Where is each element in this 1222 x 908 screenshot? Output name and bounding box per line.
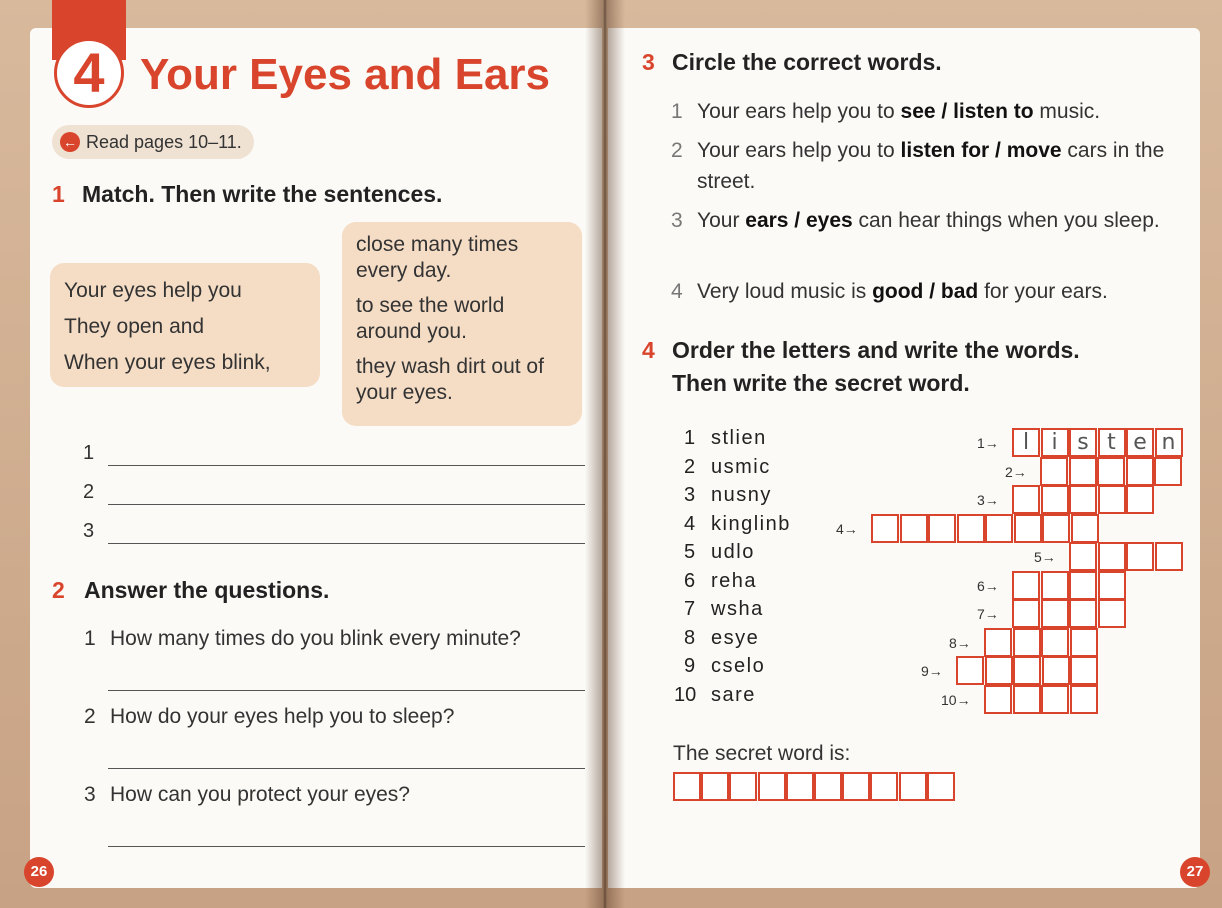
scrambled-word: kinglinb [711, 512, 791, 535]
sentence-ending: close many times every day. [356, 233, 519, 282]
scrambled-word: nusny [711, 484, 772, 506]
crossword-cell[interactable] [1070, 685, 1098, 714]
scrambled-word: udlo [711, 541, 755, 563]
question-number: 1 [84, 627, 96, 650]
scrambled-word: esye [711, 626, 760, 649]
circle-item [671, 205, 1167, 236]
read-pages-text: Read pages 10–11. [86, 131, 242, 152]
item-text: for your ears. [978, 280, 1108, 303]
sentence-ending: to see the world around you. [356, 294, 505, 343]
item-text: cars in the street. [697, 139, 1165, 193]
clue-number: 1→ [977, 435, 999, 451]
crossword-cell[interactable]: e [1126, 428, 1154, 457]
answer-line-number: 2 [83, 481, 95, 503]
crossword-cell[interactable] [1098, 599, 1126, 628]
answer-line[interactable] [108, 690, 585, 691]
scrambled-number: 9 [684, 655, 696, 677]
secret-word-cell[interactable] [701, 772, 729, 801]
crossword-cell[interactable] [1097, 457, 1125, 486]
crossword-cell[interactable] [1098, 571, 1126, 600]
answer-line[interactable] [108, 465, 585, 466]
crossword-cell[interactable] [984, 628, 1012, 657]
exercise-4-number: 4 [642, 337, 655, 363]
item-text: music. [1033, 100, 1101, 123]
crossword-cell[interactable] [1071, 514, 1099, 543]
answer-line[interactable] [108, 846, 585, 847]
crossword-cell[interactable] [1040, 457, 1068, 486]
scrambled-number: 10 [674, 683, 697, 706]
item-text: Very loud music is [697, 280, 873, 303]
exercise-3-number: 3 [642, 49, 655, 75]
word-choices[interactable]: listen for / move [900, 139, 1062, 162]
item-text: can hear things when you sleep. [852, 209, 1160, 232]
word-choices[interactable]: ears / eyes [745, 209, 853, 232]
crossword-cell[interactable] [1013, 656, 1041, 685]
crossword-cell[interactable] [957, 514, 985, 543]
crossword-cell[interactable] [1042, 656, 1070, 685]
crossword-cell[interactable]: i [1041, 428, 1069, 457]
crossword-cell[interactable] [984, 685, 1012, 714]
crossword-cell[interactable] [1069, 542, 1097, 571]
crossword-cell[interactable] [900, 514, 928, 543]
crossword-cell[interactable] [1012, 571, 1040, 600]
crossword-cell[interactable] [1126, 485, 1154, 514]
clue-number: 3→ [977, 492, 999, 508]
circle-item [671, 135, 1167, 197]
clue-number: 2→ [1005, 463, 1027, 480]
crossword-cell[interactable] [1012, 599, 1040, 628]
crossword-cell[interactable] [1069, 485, 1097, 514]
crossword-cell[interactable] [1014, 514, 1042, 543]
page-number-right: 27 [1180, 857, 1210, 887]
sentence-ending: they wash dirt out of your eyes. [356, 355, 544, 404]
exercise-2-instruction: Answer the questions. [84, 577, 330, 603]
secret-word-cell[interactable] [758, 772, 786, 801]
secret-word-cell[interactable] [814, 772, 842, 801]
answer-line-number: 3 [83, 520, 95, 542]
crossword-cell[interactable]: s [1069, 428, 1097, 457]
answer-line[interactable] [108, 504, 585, 505]
sentence-start: They open and [64, 315, 205, 338]
secret-word-cell[interactable] [786, 772, 814, 801]
crossword-cell[interactable] [1069, 599, 1097, 628]
circle-item [671, 276, 1177, 307]
crossword-cell[interactable] [1154, 457, 1182, 486]
item-text: Your [697, 209, 746, 232]
question [84, 783, 410, 807]
crossword-cell[interactable]: l [1012, 428, 1040, 457]
read-pages-note [52, 125, 254, 159]
item-text: Your ears help you to [697, 100, 901, 123]
item-number: 1 [671, 100, 683, 123]
crossword-cell[interactable]: t [1098, 428, 1126, 457]
question-number: 3 [84, 783, 96, 806]
exercise-4-instruction: Order the letters and write the words. [672, 337, 1080, 363]
question-text: How do your eyes help you to sleep? [110, 705, 455, 728]
answer-line-number: 1 [83, 442, 95, 464]
crossword-cell[interactable] [928, 514, 956, 543]
secret-word-cell[interactable] [842, 772, 870, 801]
word-choices[interactable]: good / bad [872, 280, 979, 303]
clue-number: 9→ [921, 663, 943, 679]
exercise-4-instruction-2: Then write the secret word. [672, 370, 970, 396]
clue-number: 5→ [1034, 549, 1056, 565]
book-gutter [585, 0, 625, 908]
scrambled-number: 7 [684, 598, 696, 620]
crossword-cell[interactable] [871, 514, 899, 543]
secret-word-label: The secret word is: [673, 742, 851, 765]
clue-number: 4→ [836, 520, 858, 537]
item-text: Your ears help you to [697, 139, 901, 162]
crossword-cell[interactable] [985, 656, 1013, 685]
crossword-cell[interactable] [1069, 457, 1097, 486]
question-number: 2 [84, 705, 96, 728]
circle-item [671, 96, 1167, 127]
item-number: 2 [671, 139, 683, 162]
crossword-cell[interactable] [1042, 514, 1070, 543]
crossword-cell[interactable] [1126, 457, 1154, 486]
scrambled-word: wsha [711, 598, 764, 620]
clue-number: 8→ [949, 634, 971, 651]
secret-word-cell[interactable] [729, 772, 757, 801]
crossword-cell[interactable] [985, 514, 1013, 543]
crossword-cell[interactable] [1012, 485, 1040, 514]
exercise-1-instruction: Match. Then write the sentences. [82, 181, 443, 207]
unit-number-badge: 4 [54, 38, 124, 108]
secret-word-cell[interactable] [927, 772, 955, 801]
sentence-endings-box [342, 222, 582, 426]
exercise-3-instruction: Circle the correct words. [672, 49, 942, 75]
crossword-cell[interactable] [1013, 628, 1041, 657]
question [84, 705, 454, 729]
answer-line[interactable] [108, 543, 585, 544]
scrambled-number: 4 [684, 512, 696, 535]
scrambled-number: 3 [684, 484, 696, 506]
sentence-start: Your eyes help you [64, 279, 242, 302]
crossword-cell[interactable] [1070, 656, 1098, 685]
crossword-cell[interactable] [1126, 542, 1154, 571]
scrambled-word: sare [711, 683, 756, 706]
scrambled-word: reha [711, 569, 758, 592]
arrow-left-icon: ← [60, 132, 80, 152]
secret-word-cell[interactable] [673, 772, 701, 801]
word-choices[interactable]: see / listen to [900, 100, 1034, 123]
crossword-cell[interactable] [1098, 485, 1126, 514]
item-number: 3 [671, 209, 683, 232]
scrambled-number: 5 [684, 541, 696, 563]
crossword-cell[interactable] [1013, 685, 1041, 714]
crossword-cell[interactable] [1041, 599, 1069, 628]
crossword-cell[interactable] [1041, 571, 1069, 600]
scrambled-number: 6 [684, 569, 696, 592]
sentence-starts-box [50, 263, 320, 387]
answer-line[interactable] [108, 768, 585, 769]
crossword-cell[interactable] [1069, 571, 1097, 600]
secret-word-cell[interactable] [899, 772, 927, 801]
sentence-start: When your eyes blink, [64, 351, 271, 374]
crossword-cell[interactable] [1070, 628, 1098, 657]
scrambled-word: usmic [711, 455, 771, 478]
clue-number: 7→ [977, 606, 999, 622]
scrambled-word: stlien [711, 427, 767, 449]
crossword-cell[interactable] [1098, 542, 1126, 571]
scrambled-number: 1 [684, 427, 696, 449]
item-number: 4 [671, 280, 683, 303]
scrambled-number: 2 [684, 455, 696, 478]
scrambled-word: cselo [711, 655, 766, 677]
question [84, 627, 521, 651]
clue-number: 10→ [941, 691, 971, 708]
exercise-1-number: 1 [52, 181, 65, 207]
crossword-cell[interactable] [1041, 685, 1069, 714]
crossword-cell[interactable] [956, 656, 984, 685]
question-text: How can you protect your eyes? [110, 783, 410, 806]
crossword-cell[interactable]: n [1155, 428, 1183, 457]
page-number-left: 26 [24, 857, 54, 887]
secret-word-cell[interactable] [870, 772, 898, 801]
crossword-cell[interactable] [1155, 542, 1183, 571]
question-text: How many times do you blink every minute? [110, 627, 521, 650]
clue-number: 6→ [977, 577, 999, 594]
unit-title: Your Eyes and Ears [140, 50, 551, 99]
crossword-cell[interactable] [1041, 485, 1069, 514]
scrambled-number: 8 [684, 626, 696, 649]
crossword-cell[interactable] [1041, 628, 1069, 657]
exercise-2-number: 2 [52, 577, 65, 603]
